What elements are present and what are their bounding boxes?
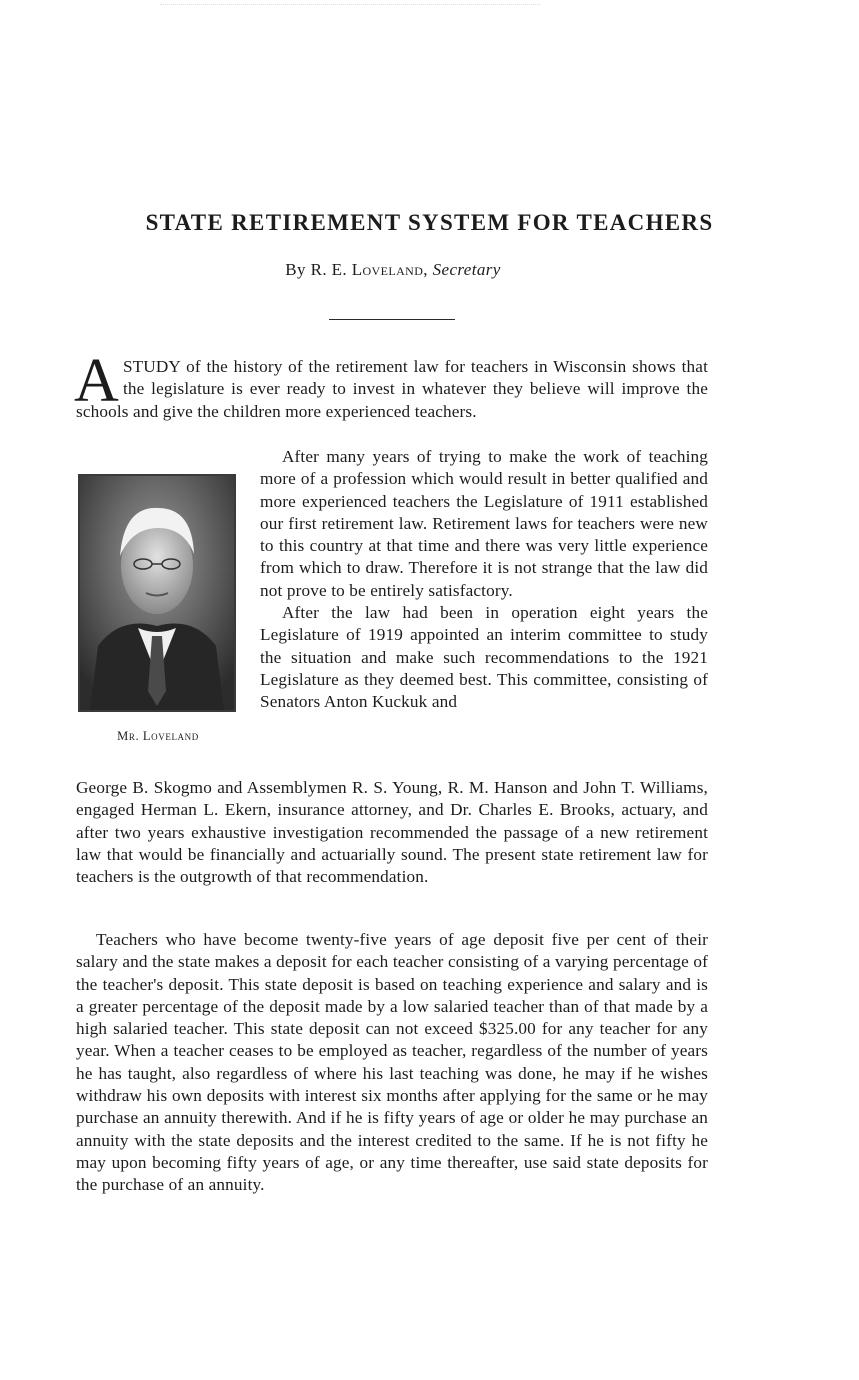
portrait-caption: Mr. Loveland bbox=[117, 729, 199, 743]
paragraph-4: Teachers who have become twenty-five years of age deposit five per cent of their salary and the state makes a deposit for each teacher consisting of a varying percentage of the teacher's deposit. This state deposit is based on teaching experience and salary and is a greater percentage of the deposit made by a low salaried teacher than of that made by a high salaried teacher. This state deposit can not exceed $325.00 for any teacher for any year. When a teacher ceases to be employed as teacher, regardless of the number of years he has taught, also regardless of where his last teaching was done, he may if he wishes withdraw his own deposits with interest six months after applying for the same or he may purchase an annuity therewith. And if he is fifty years of age or older he may purchase an annuity with the state deposits and the interest credited to the same. If he is not fifty he may upon becoming fifty years of age, or any time thereafter, use said state deposits for the purchase of an annuity. bbox=[76, 930, 708, 1195]
paragraph-2: After many years of trying to make the work of teaching more of a profession which would result in better qualified and more experienced teachers the Legislature of 1911 established our first retirement law. Retirement laws for teachers were new to this country at that time and there was very little experience from which to draw. Therefore it is not strange that the law did not prove to be entirely satisfactory. bbox=[260, 447, 708, 600]
intro-text: STUDY of the history of the retirement law for teachers in Wisconsin shows that the legislature is ever ready to invest in whatever they believe will improve the schools and give the children more experienced teachers. bbox=[76, 357, 708, 421]
author-name: R. E. Loveland, bbox=[310, 260, 428, 279]
portrait-photo bbox=[78, 474, 236, 712]
portrait-figure bbox=[78, 474, 238, 744]
author-role: Secretary bbox=[432, 260, 501, 279]
byline bbox=[0, 260, 786, 280]
paragraph-4-block bbox=[76, 929, 708, 1197]
article-title: STATE RETIREMENT SYSTEM FOR TEACHERS bbox=[145, 210, 714, 235]
drop-cap: A bbox=[74, 347, 119, 415]
title-divider bbox=[329, 319, 455, 320]
paragraph-3-end: George B. Skogmo and Assemblymen R. S. Young, R. M. Hanson and John T. Williams, engaged Herman L. Ekern, insurance attorney, and Dr. Charles E. Brooks, actuary, and after two years exhaustive investigation recommended the passage of a new retirement law that would be financially and actuarially sound. The present state retirement law for teachers is the outgrowth of that recommendation. bbox=[76, 778, 708, 887]
paragraph-3-start: After the law had been in operation eight years the Legislature of 1919 appointed an interim committee to study the situation and make such recommendations to the 1921 Legislature as they deemed best. This committee, consisting of Senators Anton Kuckuk and bbox=[260, 603, 708, 712]
paragraph-3-continuation bbox=[76, 777, 708, 888]
paragraph-column-right bbox=[260, 446, 708, 714]
portrait-image bbox=[80, 476, 234, 710]
intro-paragraph bbox=[74, 347, 708, 423]
scan-mark bbox=[160, 4, 540, 9]
byline-prefix: By bbox=[285, 260, 306, 279]
